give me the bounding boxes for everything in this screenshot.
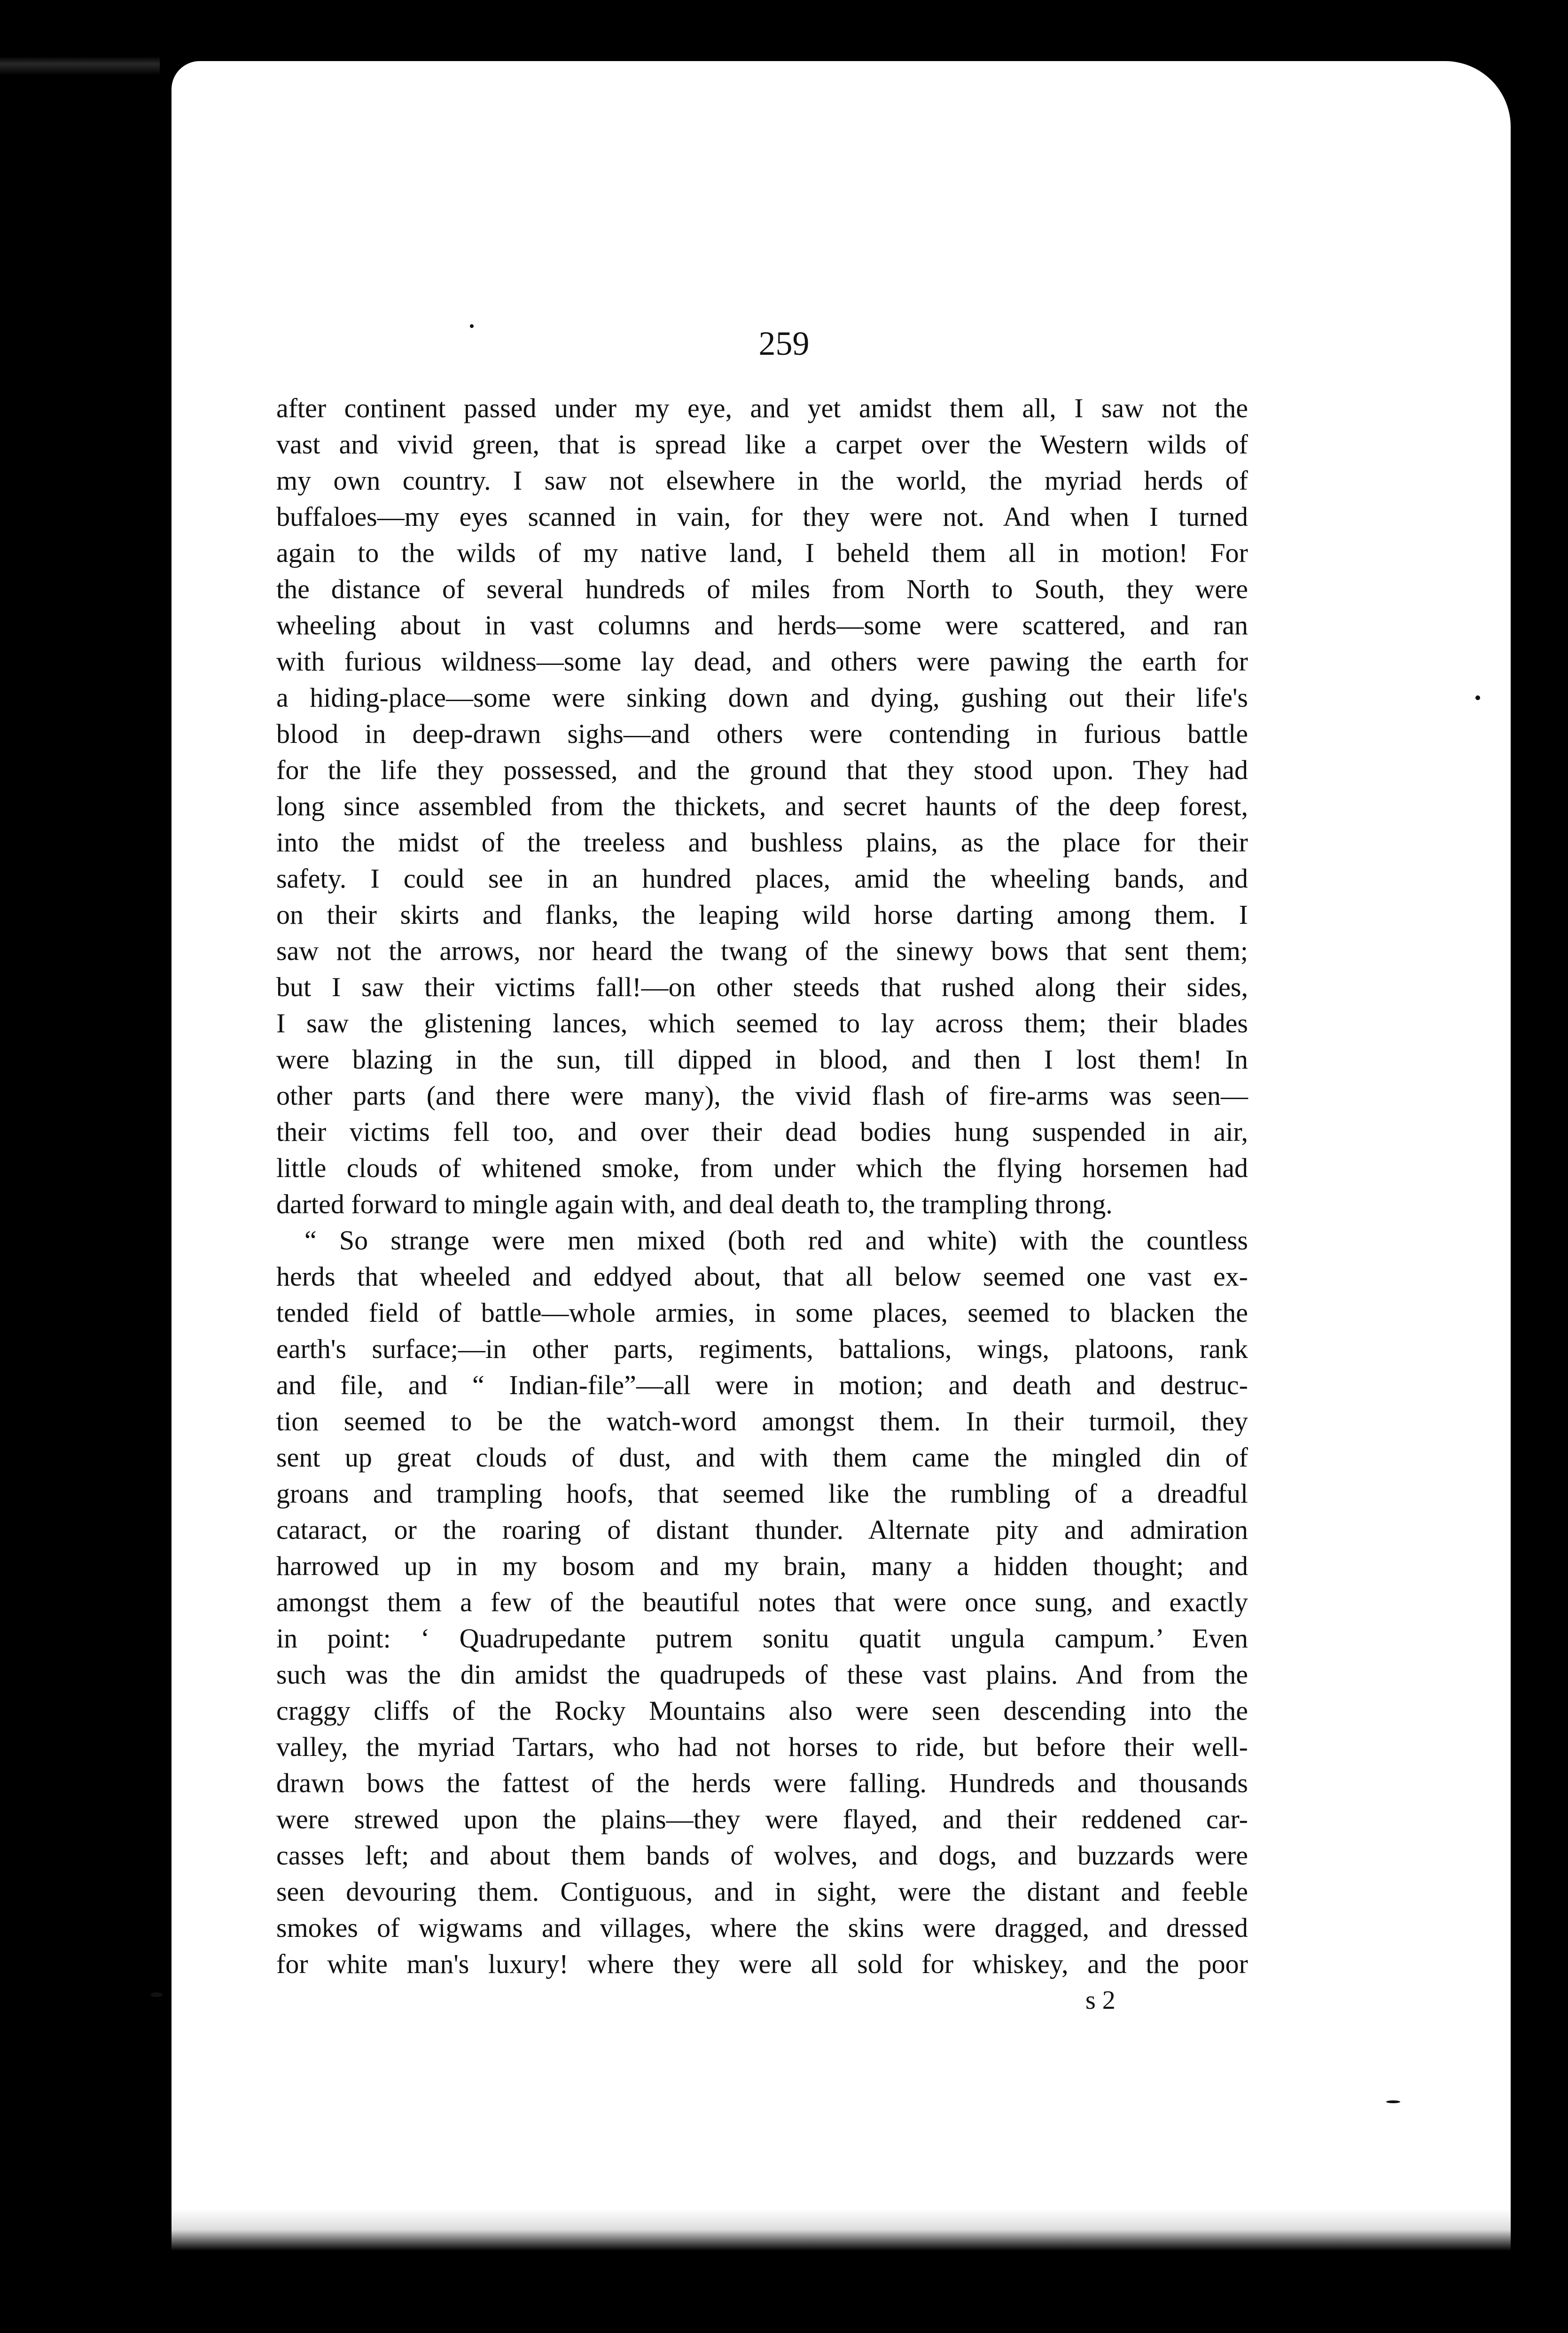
- text-line: and file, and “ Indian-file”—all were in motion; and death and destruc-: [276, 1370, 1248, 1400]
- text-line: safety. I could see in an hundred places, amid the wheeling bands, and: [276, 863, 1248, 894]
- text-line: darted forward to mingle again with, and deal death to, the trampling throng.: [276, 1189, 1113, 1219]
- text-line: drawn bows the fattest of the herds were falling. Hundreds and thousands: [276, 1768, 1248, 1798]
- text-line: with furious wildness—some lay dead, and others were pawing the earth for: [276, 646, 1248, 677]
- scan-edge-top: [0, 56, 160, 75]
- text-line: were strewed upon the plains—they were flayed, and their reddened car-: [276, 1804, 1248, 1834]
- text-line: saw not the arrows, nor heard the twang of the sinewy bows that sent them;: [276, 936, 1248, 966]
- text-line: wheeling about in vast columns and herds—some were scattered, and ran: [276, 610, 1248, 640]
- text-line: but I saw their victims fall!—on other steeds that rushed along their sides,: [276, 972, 1248, 1002]
- text-line: little clouds of whitened smoke, from under which the flying horsemen had: [276, 1153, 1248, 1183]
- text-line: my own country. I saw not elsewhere in the world, the myriad herds of: [276, 465, 1248, 496]
- body-text: [276, 390, 1248, 1982]
- text-line: seen devouring them. Contiguous, and in sight, were the distant and feeble: [276, 1876, 1248, 1907]
- text-line: their victims fell too, and over their dead bodies hung suspended in air,: [276, 1116, 1248, 1147]
- text-line: smokes of wigwams and villages, where the skins were dragged, and dressed: [276, 1912, 1248, 1943]
- text-line: I saw the glistening lances, which seemed to lay across them; their blades: [276, 1008, 1248, 1038]
- text-line: vast and vivid green, that is spread like a carpet over the Western wilds of: [276, 429, 1248, 460]
- text-line: casses left; and about them bands of wolves, and dogs, and buzzards were: [276, 1840, 1248, 1871]
- text-line: such was the din amidst the quadrupeds of these vast plains. And from the: [276, 1659, 1248, 1690]
- paragraph-1: [276, 390, 1248, 1222]
- text-line: a hiding-place—some were sinking down and dying, gushing out their life's: [276, 682, 1248, 713]
- text-line: sent up great clouds of dust, and with them came the mingled din of: [276, 1442, 1248, 1473]
- page-number: 259: [758, 325, 810, 362]
- text-line: in point: ‘ Quadrupedante putrem sonitu quatit ungula campum.’ Even: [276, 1623, 1248, 1654]
- text-line: other parts (and there were many), the vivid flash of fire-arms was seen—: [276, 1080, 1248, 1111]
- scan-speck: [1386, 2100, 1400, 2103]
- text-line: tion seemed to be the watch-word amongst them. In their turmoil, they: [276, 1406, 1248, 1436]
- text-line: “ So strange were men mixed (both red and white) with the countless: [304, 1225, 1248, 1256]
- text-line: again to the wilds of my native land, I beheld them all in motion! For: [276, 538, 1248, 568]
- signature-mark: s 2: [1085, 1986, 1116, 2015]
- paragraph-2: [276, 1222, 1248, 1982]
- text-line: on their skirts and flanks, the leaping wild horse darting among them. I: [276, 899, 1248, 930]
- text-line: blood in deep-drawn sighs—and others were contending in furious battle: [276, 718, 1248, 749]
- scan-speck: [1475, 695, 1480, 700]
- text-line: long since assembled from the thickets, and secret haunts of the deep forest,: [276, 791, 1248, 821]
- text-line: herds that wheeled and eddyed about, that all below seemed one vast ex-: [276, 1261, 1248, 1292]
- text-line: tended field of battle—whole armies, in some places, seemed to blacken the: [276, 1297, 1248, 1328]
- text-line: were blazing in the sun, till dipped in blood, and then I lost them! In: [276, 1044, 1248, 1075]
- scan-edge-bottom: [172, 2208, 1511, 2251]
- text-line: craggy cliffs of the Rocky Mountains also were seen descending into the: [276, 1695, 1248, 1726]
- scan-speck: [470, 324, 474, 328]
- text-line: amongst them a few of the beautiful notes that were once sung, and exactly: [276, 1587, 1248, 1617]
- text-line: into the midst of the treeless and bushless plains, as the place for their: [276, 827, 1248, 858]
- text-line: after continent passed under my eye, and yet amidst them all, I saw not the: [276, 393, 1248, 423]
- text-line: buffaloes—my eyes scanned in vain, for they were not. And when I turned: [276, 501, 1248, 532]
- scan-speck: [150, 1992, 163, 1997]
- text-line: groans and trampling hoofs, that seemed like the rumbling of a dreadful: [276, 1478, 1248, 1509]
- text-line: for the life they possessed, and the ground that they stood upon. They had: [276, 755, 1248, 785]
- text-line: the distance of several hundreds of miles from North to South, they were: [276, 574, 1248, 604]
- text-line: earth's surface;—in other parts, regiments, battalions, wings, platoons, rank: [276, 1334, 1248, 1364]
- text-line: cataract, or the roaring of distant thunder. Alternate pity and admiration: [276, 1514, 1248, 1545]
- text-line: for white man's luxury! where they were all sold for whiskey, and the poor: [276, 1949, 1248, 1979]
- text-line: harrowed up in my bosom and my brain, many a hidden thought; and: [276, 1551, 1248, 1581]
- text-line: valley, the myriad Tartars, who had not horses to ride, but before their well-: [276, 1732, 1248, 1762]
- scan-border-right: [1511, 75, 1568, 2284]
